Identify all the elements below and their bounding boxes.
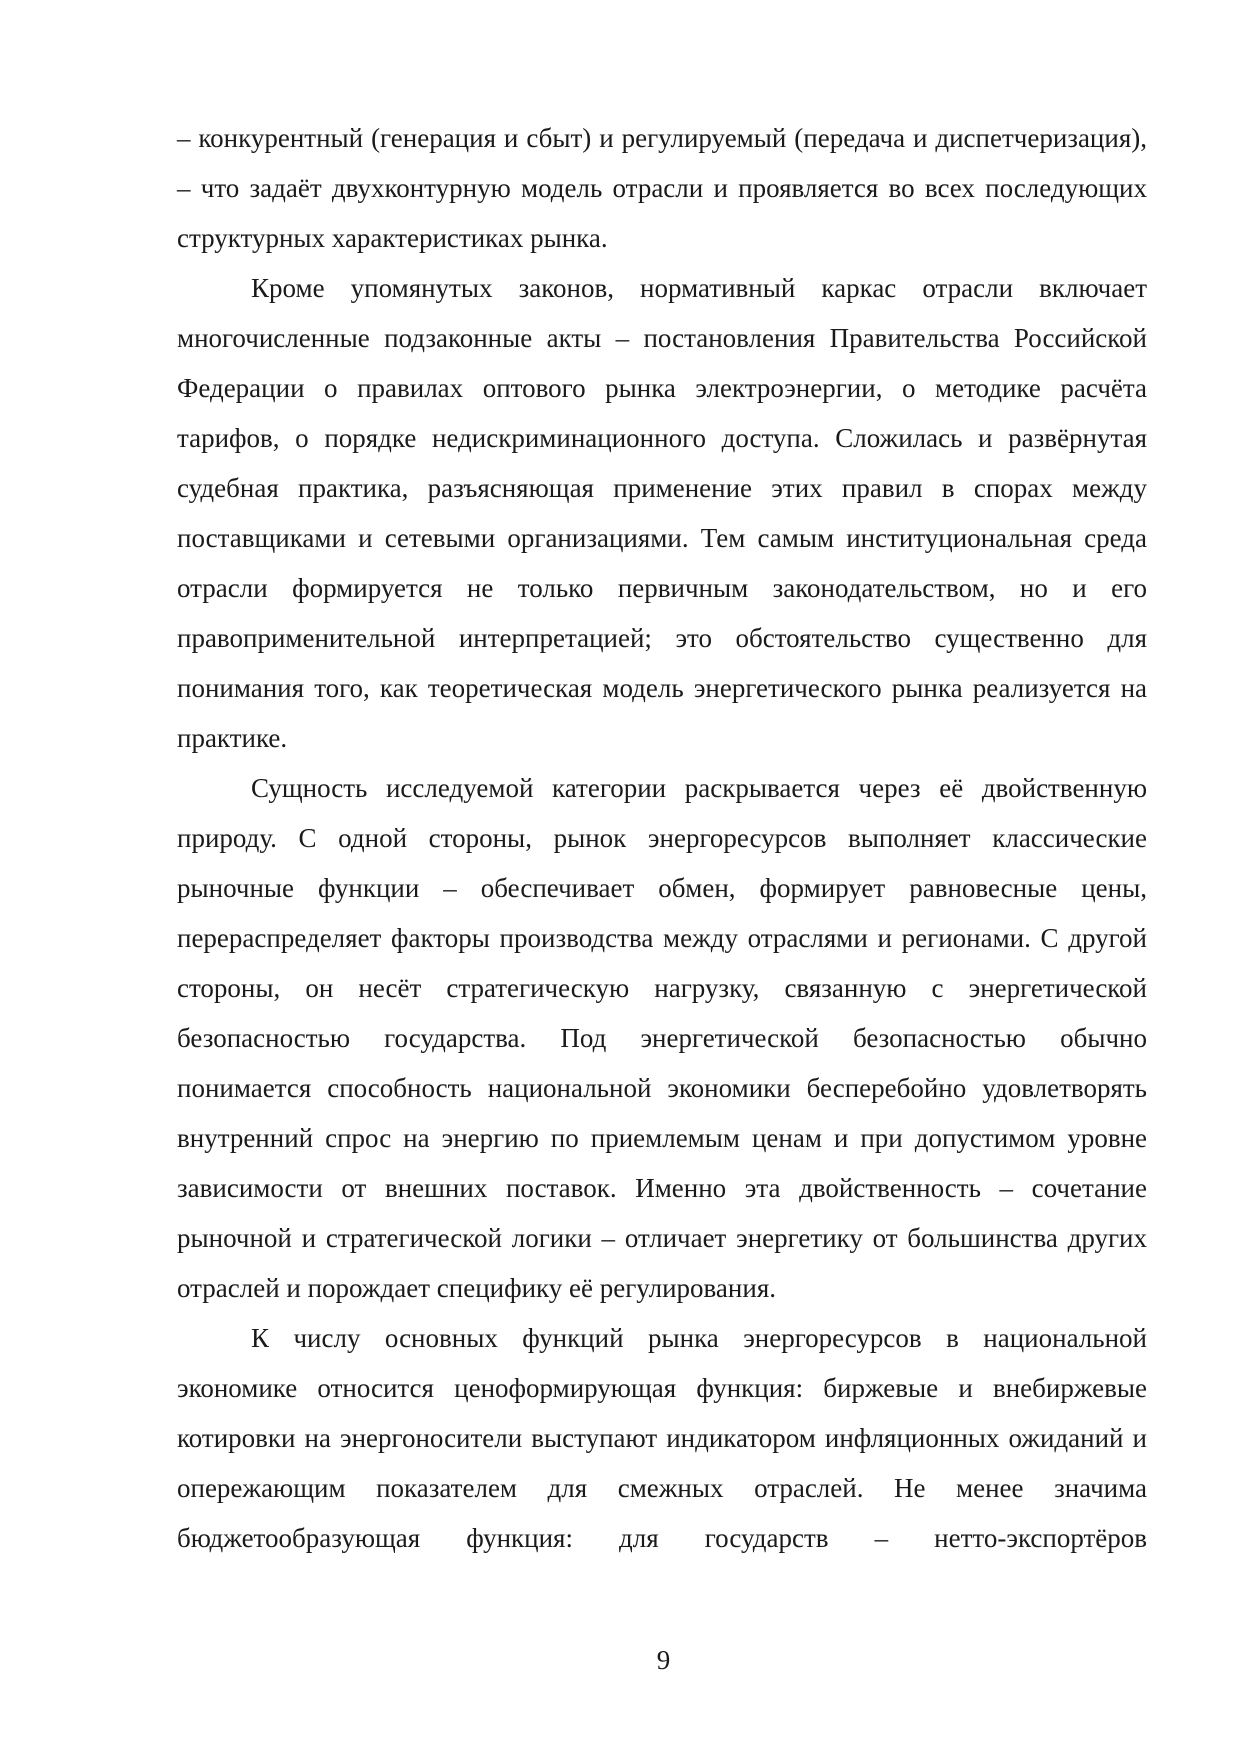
- paragraph-3: Сущность исследуемой категории раскрывается через её двойственную природу. С одной стороны, рынок энергоресурсов выполняет классические рыночные функции – обеспечивает обмен, формирует равновесные цены, перераспределяет факторы производства между отраслями и регионами. С другой стороны, он несёт стратегическую нагрузку, связанную с энергетической безопасностью государства. Под энергетической безопасностью обычно понимается способность национальной экономики бесперебойно удовлетворять внутренний спрос на энергию по приемлемым ценам и при допустимом уровне зависимости от внешних поставок. Именно эта двойственность – сочетание рыночной и стратегической логики – отличает энергетику от большинства других отраслей и порождает специфику её регулирования.: [177, 773, 1147, 1303]
- paragraph-4: К числу основных функций рынка энергоресурсов в национальной экономике относится ценоформирующая функция: биржевые и внебиржевые котировки на энергоносители выступают индикатором инфляционных ожиданий и опережающим показателем для смежных отраслей. Не менее значима бюджетообразующая функция: для государств – нетто-экспортёров: [177, 1323, 1147, 1553]
- body-text: [177, 113, 1147, 1563]
- paragraph-2: Кроме упомянутых законов, нормативный каркас отрасли включает многочисленные подзаконные акты – постановления Правительства Российской Федерации о правилах оптового рынка электроэнергии, о методике расчёта тарифов, о порядке недискриминационного доступа. Сложилась и развёрнутая судебная практика, разъясняющая применение этих правил в спорах между поставщиками и сетевыми организациями. Тем самым институциональная среда отрасли формируется не только первичным законодательством, но и его правоприменительной интерпретацией; это обстоятельство существенно для понимания того, как теоретическая модель энергетического рынка реализуется на практике.: [177, 273, 1147, 753]
- paragraph-1: – конкурентный (генерация и сбыт) и регулируемый (передача и диспетчеризация), – что задаёт двухконтурную модель отрасли и проявляется во всех последующих структурных характеристиках рынка.: [177, 123, 1147, 253]
- page-number: 9: [656, 1645, 671, 1675]
